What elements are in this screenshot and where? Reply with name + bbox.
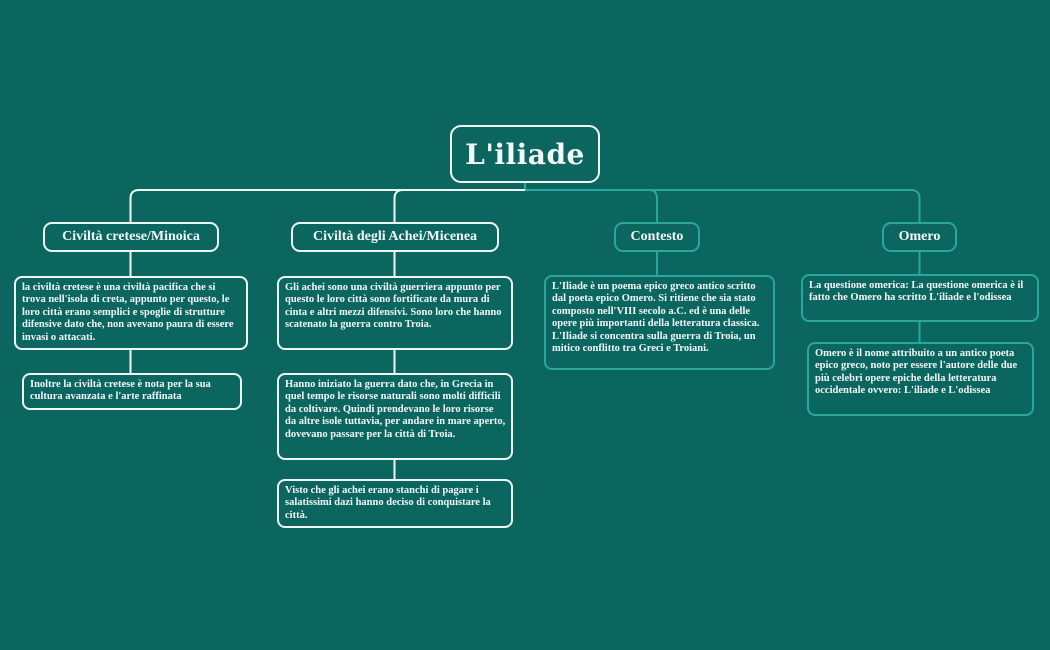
branch-heading-label: Civiltà degli Achei/Micenea bbox=[312, 229, 478, 244]
branch-heading-label: Contesto bbox=[630, 229, 684, 244]
root-node-title[interactable] bbox=[450, 125, 600, 183]
note-node-omero-0[interactable]: La questione omerica: La questione omerica è il fatto che Omero ha scritto L'iliade e l'odissea bbox=[801, 274, 1039, 322]
note-node-omero-1[interactable]: Omero è il nome attribuito a un antico poeta epico greco, noto per essere l'autore delle due più celebri opere epiche della letteratura occidentale ovvero: L'iliade e L'odissea bbox=[807, 342, 1034, 416]
connector-bus-contesto bbox=[524, 190, 657, 222]
note-node-cretese-0[interactable]: la civiltà cretese è una civiltà pacifica che si trova nell'isola di creta, appunto per questo, le loro città erano semplici e spoglie di strutture difensive dato che, non avevano paura di essere invasi o attacati. bbox=[14, 276, 248, 350]
branch-heading-achei[interactable] bbox=[291, 222, 499, 252]
note-node-achei-0[interactable]: Gli achei sono una civiltà guerriera appunto per questo le loro città sono fortificate da mura di cinta e altri mezzi difensivi. Sono loro che hanno scatenato la guerra contro Troia. bbox=[277, 276, 513, 350]
branch-heading-label: Civiltà cretese/Minoica bbox=[62, 229, 200, 244]
branch-heading-contesto[interactable] bbox=[614, 222, 700, 252]
root-title-label: L'iliade bbox=[465, 137, 585, 171]
connector-bus-cretese bbox=[131, 190, 526, 222]
connector-bus-omero bbox=[524, 190, 920, 222]
note-node-cretese-1[interactable]: Inoltre la civiltà cretese è nota per la sua cultura avanzata e l'arte raffinata bbox=[22, 373, 242, 410]
note-node-contesto-0[interactable]: L'Iliade è un poema epico greco antico scritto dal poeta epico Omero. Si ritiene che sia stato composto nell'VIII secolo a.C. ed è una delle opere più importanti della letteratura classica. L'Iliade si concentra sulla guerra di Troia, un mitico conflitto tra Greci e Troiani. bbox=[544, 275, 775, 370]
branch-heading-omero[interactable] bbox=[882, 222, 957, 252]
branch-heading-label: Omero bbox=[898, 229, 941, 244]
branch-heading-cretese[interactable] bbox=[43, 222, 219, 252]
note-node-achei-1[interactable]: Hanno iniziato la guerra dato che, in Grecia in quel tempo le risorse naturali sono molti difficili da coltivare. Quindi prendevano le loro risorse da altre isole tuttavia, per andare in mare aperto, dovevano passare per la città di Troia. bbox=[277, 373, 513, 460]
connector-bus-achei bbox=[395, 190, 526, 222]
note-node-achei-2[interactable]: Visto che gli achei erano stanchi di pagare i salatissimi dazi hanno deciso di conquistare la città. bbox=[277, 479, 513, 528]
